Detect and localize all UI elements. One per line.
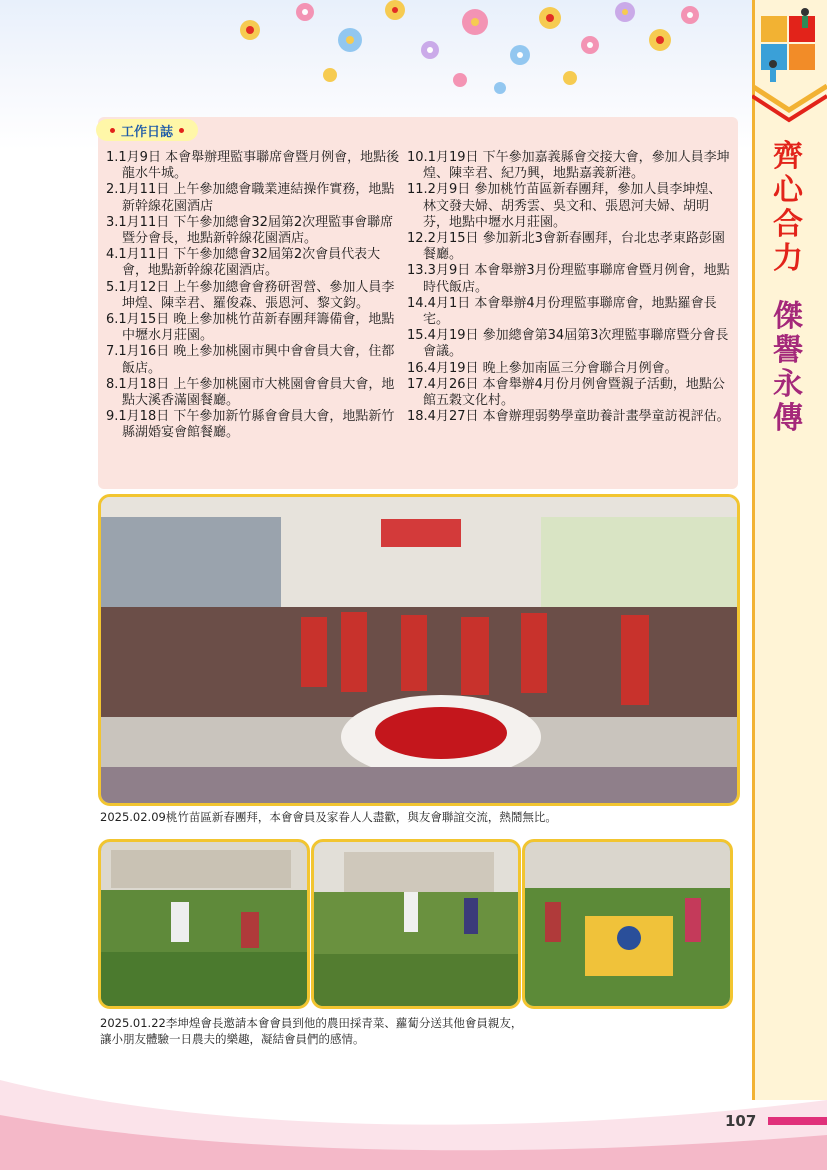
- log-entry: 6.1月15日 晚上參加桃竹苗新春團拜籌備會，地點中壢水月莊園。: [106, 312, 395, 344]
- log-entry: 18.4月27日 本會辦理弱勢學童助養計畫學童訪視評估。: [407, 409, 730, 425]
- farm-photo-3: [522, 839, 733, 1009]
- side-title-line1: 齊心合力: [773, 139, 803, 276]
- work-log-tab: [96, 119, 198, 141]
- log-entry: 16.4月19日 晚上參加南區三分會聯合月例會。: [407, 360, 678, 376]
- bullet-dot-icon: [110, 128, 115, 133]
- chevron-decoration: [752, 84, 827, 124]
- farm-caption-line2: 讓小朋友體驗一日農夫的樂趣，凝結會員們的感情。: [100, 1032, 365, 1046]
- log-entry: 7.1月16日 晚上參加桃園市興中會會員大會，住都飯店。: [106, 344, 395, 376]
- page-number: 107: [725, 1112, 757, 1130]
- log-entry: 12.2月15日 參加新北3會新春團拜，台北忠孝東路彭園餐廳。: [407, 231, 725, 263]
- puzzle-people-icon: [757, 6, 823, 88]
- work-log-title: 工作日誌: [121, 124, 174, 140]
- farm-photo-1: [98, 839, 310, 1009]
- log-entry: 11.2月9日 參加桃竹苗區新春團拜，參加人員李坤煌、林文發夫婦、胡秀雲、吳文和、張恩河夫婦、胡明芬，地點中壢水月莊園。: [407, 182, 722, 230]
- work-log-left-column: [106, 150, 402, 442]
- log-entry: 3.1月11日 下午參加總會32屆第2次理監事會聯席暨分會長，地點新幹線花園酒店。: [106, 214, 394, 247]
- bottom-wave-decoration: [0, 1040, 827, 1170]
- banquet-caption: 2025.02.09桃竹苗區新春團拜，本會會員及家眷人人盡歡，與友會聯誼交流，熱鬧無比。: [100, 810, 557, 824]
- log-entry: 10.1月19日 下午參加嘉義縣會交接大會，參加人員李坤煌、陳幸君、紀乃興，地點嘉義新港。: [407, 150, 730, 182]
- log-entry: 14.4月1日 本會舉辦4月份理監事聯席會，地點羅會長宅。: [407, 295, 717, 328]
- work-log-right-column: [407, 150, 733, 425]
- flower-decoration: [230, 0, 710, 100]
- farm-photo-2: [311, 839, 521, 1009]
- log-entry: 17.4月26日 本會舉辦4月份月例會暨親子活動，地點公館五穀文化村。: [407, 376, 725, 409]
- side-title-line2: 傑譽永傳: [773, 299, 803, 436]
- farm-caption-line1: 2025.01.22李坤煌會長邀請本會會員到他的農田採青菜、蘿蔔分送其他會員親友，: [100, 1016, 523, 1030]
- page-number-bar: [768, 1117, 827, 1125]
- log-entry: 2.1月11日 上午參加總會職業連結操作實務，地點新幹線花園酒店: [106, 182, 395, 214]
- log-entry: 4.1月11日 下午參加總會32屆第2次會員代表大會，地點新幹線花園酒店。: [106, 247, 381, 279]
- log-entry: 5.1月12日 上午參加總會會務研習營、參加人員李坤煌、陳幸君、羅俊森、張恩河、黎文鈞。: [106, 279, 395, 311]
- side-title: [760, 140, 816, 436]
- log-entry: 13.3月9日 本會舉辦3月份理監事聯席會暨月例會，地點時代飯店。: [407, 263, 730, 295]
- log-entry: 9.1月18日 下午參加新竹縣會會員大會，地點新竹縣湖婚宴會館餐廳。: [106, 409, 395, 441]
- banquet-photo: [98, 494, 740, 806]
- log-entry: 1.1月9日 本會舉辦理監事聯席會暨月例會，地點後龍水牛城。: [106, 150, 400, 182]
- log-entry: 8.1月18日 上午參加桃園市大桃園會會員大會，地點大溪香滿園餐廳。: [106, 376, 395, 409]
- bullet-dot-icon: [179, 128, 184, 133]
- log-entry: 15.4月19日 參加總會第34屆第3次理監事聯席暨分會長會議。: [407, 328, 729, 360]
